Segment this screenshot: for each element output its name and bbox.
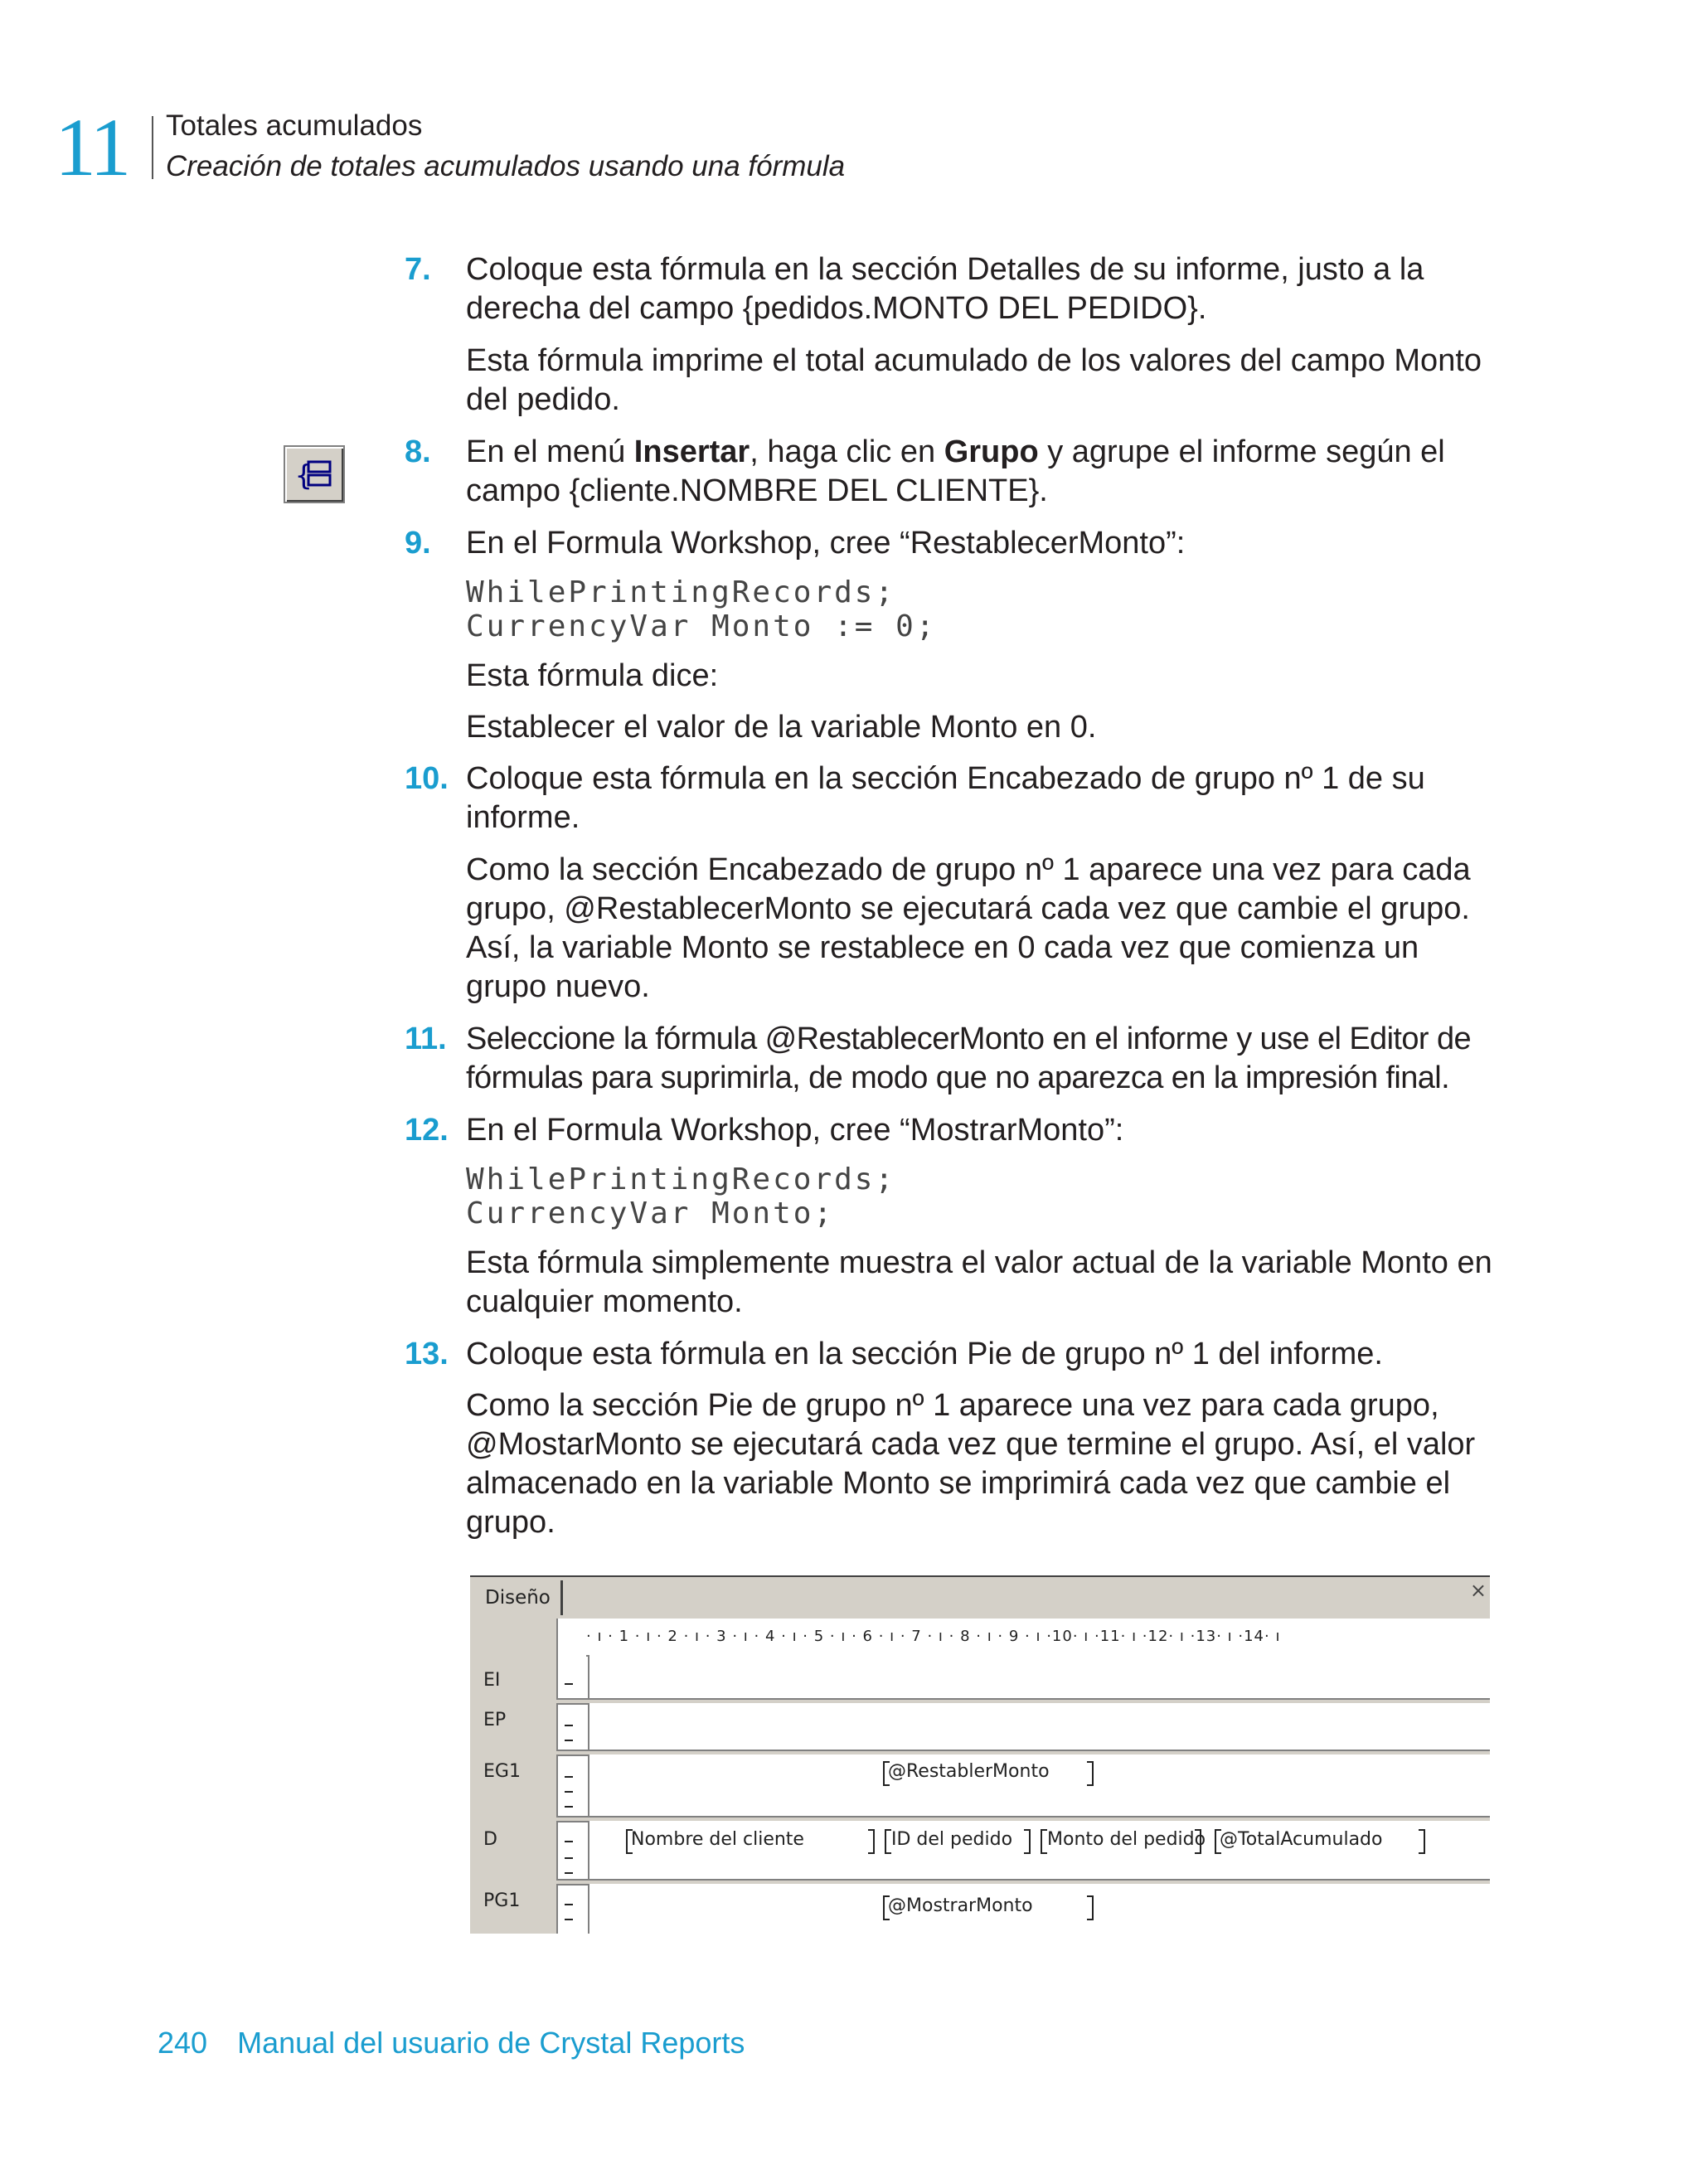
section-tick: [565, 1725, 573, 1726]
section-tick: [565, 1791, 573, 1793]
section-label-d[interactable]: D: [483, 1829, 497, 1850]
section-label-pg1[interactable]: PG1: [483, 1890, 521, 1911]
step-number: 13.: [405, 1337, 449, 1371]
field-restablecer-monto[interactable]: @RestablerMonto: [888, 1761, 1050, 1782]
field-nombre-cliente[interactable]: Nombre del cliente: [631, 1829, 804, 1850]
step-12-note: Esta fórmula simplemente muestra el valor actual de la variable Monto en cualquier momento.: [466, 1245, 1492, 1319]
step-text: En el menú Insertar, haga clic en Grupo y agrupe el informe según el campo {cliente.NOMBRE DEL CLIENTE}.: [466, 434, 1445, 508]
step-number: 7.: [405, 252, 431, 287]
close-icon[interactable]: ×: [1469, 1579, 1487, 1602]
insert-group-icon: [284, 445, 345, 503]
step-text: En el Formula Workshop, cree “RestablecerMonto”:: [466, 526, 1186, 561]
svg-text:{: {: [295, 459, 313, 493]
step-text: Coloque esta fórmula en la sección Detalles de su informe, justo a la derecha del campo {pedidos.MONTO DEL PEDIDO}.: [466, 252, 1424, 326]
step-7-note: Esta fórmula imprime el total acumulado de los valores del campo Monto del pedido.: [466, 343, 1482, 417]
step-9-note: Esta fórmula dice:: [466, 658, 719, 693]
step-10-note: Como la sección Encabezado de grupo nº 1 aparece una vez para cada grupo, @RestablecerMonto se ejecutará cada vez que cambie el grupo. Así, la variable Monto se restablece en 0 cada vez que comienza un grupo nuevo.: [466, 852, 1471, 1004]
section-tick: [565, 1806, 573, 1808]
section-tick: [565, 1683, 573, 1685]
section-tick: [565, 1841, 573, 1842]
horizontal-ruler: · ı · 1 · ı · 2 · ı · 3 · ı · 4 · ı · 5 · ı · 6 · ı · 7 · ı · 8 · ı · 9 · ı ·10· ı ·11· ı ·12· ı ·13· ı ·14· ı: [586, 1619, 1490, 1657]
step-13-note: Como la sección Pie de grupo nº 1 aparece una vez para cada grupo, @MostarMonto se ejecutará cada vez que termine el grupo. Así, el valor almacenado en la variable Monto se imprimirá cada vez que cambie el grupo.: [466, 1388, 1476, 1540]
tab-bar: [470, 1577, 1490, 1620]
section-tick: [565, 1857, 573, 1859]
step-number: 11.: [405, 1022, 447, 1056]
step-number: 12.: [405, 1113, 449, 1148]
code-block-mostrar: WhilePrintingRecords; CurrencyVar Monto;: [466, 1162, 896, 1230]
step-9-note-2: Establecer el valor de la variable Monto en 0.: [466, 710, 1097, 745]
section-label-eg1[interactable]: EG1: [483, 1761, 521, 1782]
section-tick: [565, 1740, 573, 1741]
section-area-pg1[interactable]: [588, 1884, 1490, 1934]
step-text: Coloque esta fórmula en la sección Pie de grupo nº 1 del informe.: [466, 1337, 1383, 1371]
field-total-acumulado[interactable]: @TotalAcumulado: [1220, 1829, 1383, 1850]
section-tick: [565, 1776, 573, 1778]
code-block-restablecer: WhilePrintingRecords; CurrencyVar Monto := 0;: [466, 575, 937, 643]
step-number: 9.: [405, 526, 431, 561]
section-label-ei[interactable]: EI: [483, 1670, 501, 1691]
step-number: 10.: [405, 761, 449, 796]
header-divider: [152, 116, 153, 179]
menu-grupo: Grupo: [944, 434, 1039, 469]
step-text: Seleccione la fórmula @RestablecerMonto en el informe y use el Editor de fórmulas para suprimirla, de modo que no aparezca en la impresión final.: [466, 1022, 1472, 1095]
design-view-screenshot: [470, 1575, 1490, 1934]
section-tick: [565, 1919, 573, 1920]
section-area-detalles[interactable]: [588, 1821, 1490, 1879]
field-id-pedido[interactable]: ID del pedido: [891, 1829, 1013, 1850]
section-label-ep[interactable]: EP: [483, 1710, 507, 1730]
step-text: Coloque esta fórmula en la sección Encabezado de grupo nº 1 de su informe.: [466, 761, 1425, 835]
step-number: 8.: [405, 434, 431, 469]
tab-diseno[interactable]: Diseño: [475, 1580, 563, 1615]
chapter-number: 11: [55, 101, 129, 193]
section-title: Creación de totales acumulados usando una fórmula: [166, 150, 846, 182]
field-monto-pedido[interactable]: Monto del pedido: [1047, 1829, 1206, 1850]
book-title: Manual del usuario de Crystal Reports: [237, 2026, 745, 2060]
section-tick: [565, 1904, 573, 1905]
section-tick: [565, 1872, 573, 1874]
menu-insertar: Insertar: [633, 434, 750, 469]
section-area-ep[interactable]: [588, 1703, 1490, 1750]
page-footer: [158, 2025, 774, 2061]
section-area-eg1[interactable]: [588, 1754, 1490, 1816]
field-mostrar-monto[interactable]: @MostrarMonto: [888, 1895, 1033, 1916]
step-text: En el Formula Workshop, cree “MostrarMonto”:: [466, 1113, 1124, 1148]
page-number: 240: [158, 2026, 208, 2060]
chapter-title: Totales acumulados: [166, 109, 423, 142]
section-area-ei[interactable]: [588, 1655, 1490, 1698]
